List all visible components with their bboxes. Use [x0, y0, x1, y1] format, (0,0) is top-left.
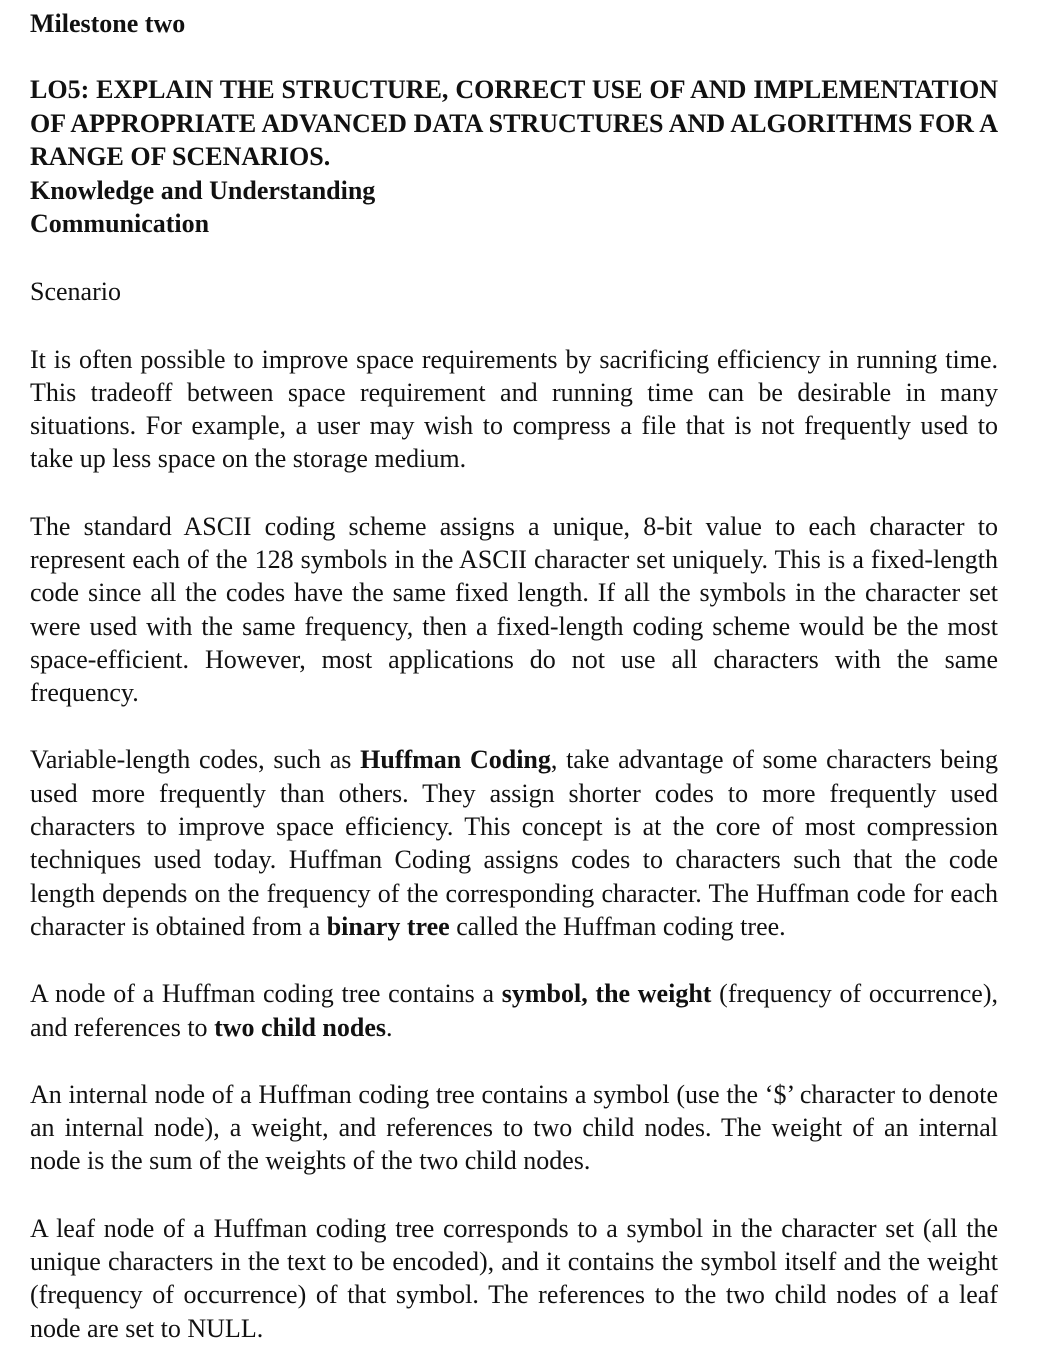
paragraph-node-definition	[30, 977, 998, 1044]
text-run: (frequency of occurrence), and references to	[30, 979, 999, 1042]
subheading-communication: Communication	[30, 209, 210, 238]
text-run: , take advantage of some characters being used more frequently than others. They assign shorter codes to more frequently used characters to improve space efficiency. This concept is at the core of most compression techniques used today. Huffman Coding assigns codes to characters such that the code length depends on the frequency of the corresponding character. The Huffman code for each character is obtained from a	[30, 745, 998, 941]
milestone-title: Milestone two	[30, 9, 186, 38]
paragraph-space-tradeoff: It is often possible to improve space requirements by sacrificing efficiency in running time. This tradeoff between space requirement and running time can be desirable in many situations. For example, a user may wish to compress a file that is not frequently used to take up less space on the storage medium.	[30, 344, 998, 474]
text-run: .	[385, 1012, 393, 1042]
bold-term-binary-tree: binary tree	[326, 911, 450, 941]
bold-term-two-child-nodes: two child nodes	[214, 1012, 386, 1042]
paragraph-ascii-coding: The standard ASCII coding scheme assigns a unique, 8-bit value to each character to represent each of the 128 symbols in the ASCII character set uniquely. This is a fixed-length code since all the codes have the same fixed length. If all the symbols in the character set were used with the same frequency, then a fixed-length coding scheme would be the most space-efficient. However, most applications do not use all characters with the same frequency.	[30, 511, 998, 708]
text-run: A node of a Huffman coding tree contains a	[30, 979, 502, 1009]
subheading-knowledge: Knowledge and Understanding	[30, 175, 376, 205]
paragraph-internal-node: An internal node of a Huffman coding tree contains a symbol (use the ‘$’ character to denote an internal node), a weight, and references to two child nodes. The weight of an internal node is the sum of the weights of the two child nodes.	[30, 1079, 998, 1176]
scenario-label: Scenario	[30, 276, 121, 306]
bold-term-huffman-coding: Huffman Coding	[360, 745, 551, 775]
text-run: Variable-length codes, such as	[30, 745, 361, 775]
paragraph-huffman-coding	[30, 743, 998, 943]
learning-outcome-heading: LO5: EXPLAIN THE STRUCTURE, CORRECT USE OF AND IMPLEMENTATION OF APPROPRIATE ADVANCED DATA STRUCTURES AND ALGORITHMS FOR A RANGE OF SCENARIOS.	[30, 75, 998, 171]
bold-term-symbol-weight: symbol, the weight	[501, 979, 712, 1009]
text-run: called the Huffman coding tree.	[449, 911, 786, 941]
paragraph-leaf-node: A leaf node of a Huffman coding tree corresponds to a symbol in the character set (all the unique characters in the text to be encoded), and it contains the symbol itself and the weight (frequency of occurrence) of that symbol. The references to the two child nodes of a leaf node are set to NULL.	[30, 1213, 998, 1343]
